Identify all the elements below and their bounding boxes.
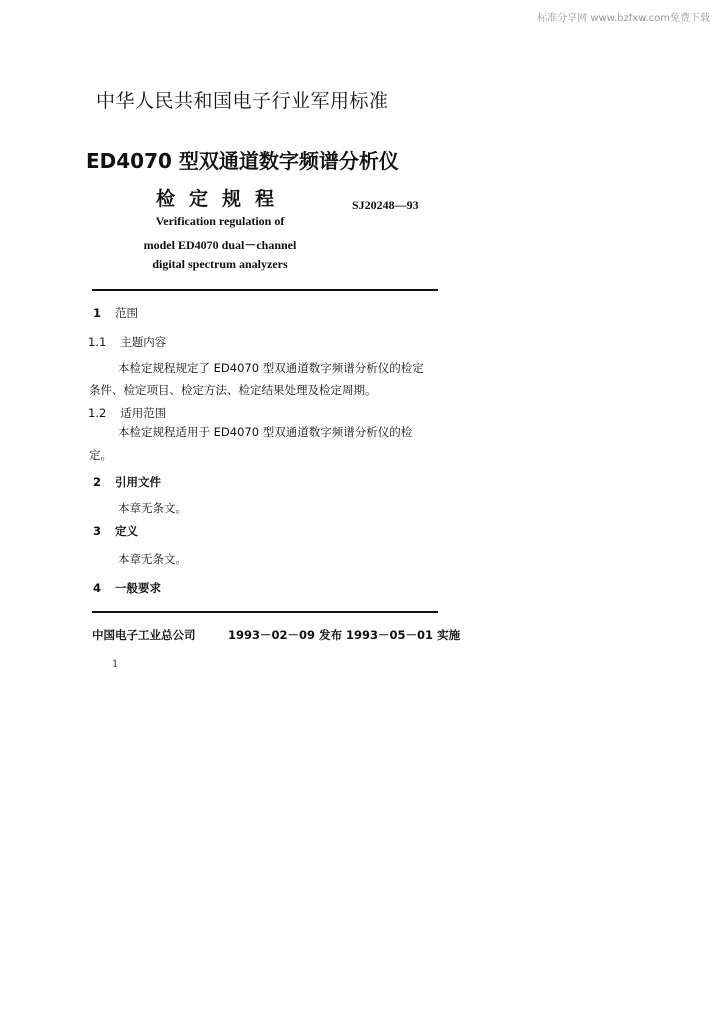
section-title: 范围 [115,306,139,320]
section-title: 主题内容 [120,335,167,349]
section-number: 1 [93,306,102,320]
section-title: 适用范围 [120,406,167,420]
english-title-line-2: model ED4070 dual－channel [143,238,297,252]
section-1-2-paragraph-line-2: 定。 [89,448,112,462]
section-1-1-paragraph-line-1: 本检定规程规定了 ED4070 型双通道数字频谱分析仪的检定 [118,361,424,375]
section-number: 1.2 [88,406,107,420]
section-1-1-paragraph-line-2: 条件、检定项目、检定方法、检定结果处理及检定周期。 [89,383,377,397]
issuer-name: 中国电子工业总公司 [92,628,196,642]
section-title: 引用文件 [115,475,162,489]
section-title: 一般要求 [115,581,162,595]
section-1-heading [93,305,138,321]
organization-standard-header: 中华人民共和国电子行业军用标准 [96,90,389,112]
section-number: 1.1 [88,335,107,349]
page-number: 1 [112,659,119,670]
document-subtitle: 检定规程 [156,188,289,210]
section-1-1-heading [88,334,166,350]
english-title-line-1: Verification regulation of [155,214,285,228]
release-date: 1993－02－09 发布 [228,628,343,642]
section-1-2-paragraph-line-1: 本检定规程适用于 ED4070 型双通道数字频谱分析仪的检 [118,425,413,439]
section-number: 3 [93,524,102,538]
release-implement-dates [228,627,460,643]
implement-date: 1993－05－01 实施 [346,628,461,642]
standard-code: SJ20248—93 [352,198,419,212]
bottom-divider [92,611,438,613]
section-title: 定义 [115,524,139,538]
section-4-heading [93,580,161,596]
watermark: 标准分享网 www.bzfxw.com免费下载 [537,13,710,24]
section-3-heading [93,523,138,539]
section-number: 4 [93,581,102,595]
section-2-paragraph: 本章无条文。 [118,501,187,515]
english-title-line-3: digital spectrum analyzers [152,257,288,271]
section-number: 2 [93,475,102,489]
top-divider [92,289,438,291]
section-3-paragraph: 本章无条文。 [118,552,187,566]
section-1-2-heading [88,405,166,421]
section-2-heading [93,474,161,490]
document-title: ED4070 型双通道数字频谱分析仪 [86,149,399,173]
